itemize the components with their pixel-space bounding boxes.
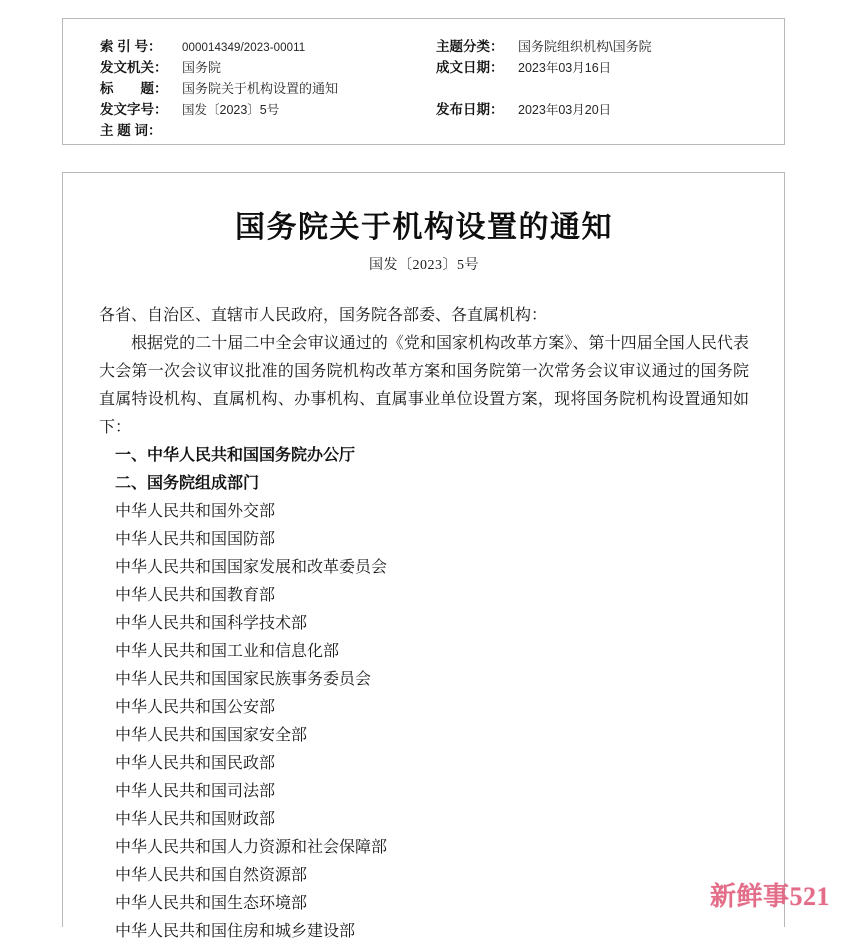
document-body <box>99 302 749 946</box>
metadata-value-document-number: 国发〔2023〕5号 <box>182 103 280 117</box>
metadata-row-spacer <box>436 78 784 99</box>
list-item: 中华人民共和国公安部 <box>115 698 276 716</box>
list-item: 中华人民共和国财政部 <box>115 810 276 828</box>
metadata-label-written-date: 成文日期： <box>436 60 504 75</box>
metadata-row-subject-category <box>436 36 784 57</box>
list-item: 中华人民共和国生态环境部 <box>115 894 308 912</box>
metadata-column-right <box>428 36 784 141</box>
metadata-label-subject-category: 主题分类： <box>436 39 504 54</box>
list-item: 中华人民共和国国家民族事务委员会 <box>115 670 372 688</box>
list-item: 中华人民共和国民政部 <box>115 754 276 772</box>
list-item: 中华人民共和国外交部 <box>115 502 276 520</box>
metadata-label-publish-date: 发布日期： <box>436 102 504 117</box>
metadata-value-issuing-agency: 国务院 <box>182 60 222 75</box>
document-metadata-box <box>62 18 785 145</box>
list-item: 中华人民共和国工业和信息化部 <box>115 642 340 660</box>
document-number-subtitle: 国发〔2023〕5号 <box>369 257 479 273</box>
opening-paragraph: 根据党的二十届二中全会审议通过的《党和国家机构改革方案》、第十四届全国人民代表大会第一次会议审议批准的国务院机构改革方案和国务院第一次常务会议审议通过的国务院直属特设机构、直属机构、办事机构、直属事业单位设置方案，现将国务院机构设置通知如下： <box>99 334 749 436</box>
list-item: 中华人民共和国司法部 <box>115 782 276 800</box>
metadata-label-document-number: 发文字号： <box>100 102 168 117</box>
ministry-list <box>99 498 749 946</box>
metadata-value-index-number: 000014349/2023-00011 <box>182 41 306 54</box>
metadata-value-publish-date: 2023年03月20日 <box>518 103 612 117</box>
list-item: 中华人民共和国住房和城乡建设部 <box>115 922 356 940</box>
metadata-row-issuing-agency <box>100 57 428 78</box>
section-heading-1: 一、中华人民共和国国务院办公厅 <box>115 446 356 464</box>
metadata-row-title <box>100 78 428 99</box>
page-title: 国务院关于机构设置的通知 <box>235 211 613 244</box>
list-item: 中华人民共和国教育部 <box>115 586 276 604</box>
list-item: 中华人民共和国科学技术部 <box>115 614 308 632</box>
metadata-row-document-number <box>100 99 428 120</box>
salutation: 各省、自治区、直辖市人民政府，国务院各部委、各直属机构： <box>99 306 548 324</box>
metadata-value-title: 国务院关于机构设置的通知 <box>182 81 339 96</box>
list-item: 中华人民共和国自然资源部 <box>115 866 308 884</box>
metadata-label-subject-keywords: 主 题 词： <box>100 123 162 138</box>
metadata-column-left <box>63 36 428 141</box>
metadata-row-written-date <box>436 57 784 78</box>
metadata-value-subject-category: 国务院组织机构\国务院 <box>518 39 652 54</box>
list-item: 中华人民共和国国家发展和改革委员会 <box>115 558 388 576</box>
metadata-label-issuing-agency: 发文机关： <box>100 60 168 75</box>
list-item: 中华人民共和国国家安全部 <box>115 726 308 744</box>
metadata-row-publish-date <box>436 99 784 120</box>
document-content-box <box>62 172 785 940</box>
list-item: 中华人民共和国国防部 <box>115 530 276 548</box>
metadata-row-subject-keywords <box>100 120 428 141</box>
list-item: 中华人民共和国人力资源和社会保障部 <box>115 838 388 856</box>
metadata-row-index-number <box>100 36 428 57</box>
metadata-value-written-date: 2023年03月16日 <box>518 61 612 75</box>
metadata-label-title: 标 题： <box>100 81 168 96</box>
section-heading-2: 二、国务院组成部门 <box>115 474 260 492</box>
watermark: 新鲜事521 <box>709 882 830 911</box>
metadata-label-index-number: 索 引 号： <box>100 39 162 54</box>
